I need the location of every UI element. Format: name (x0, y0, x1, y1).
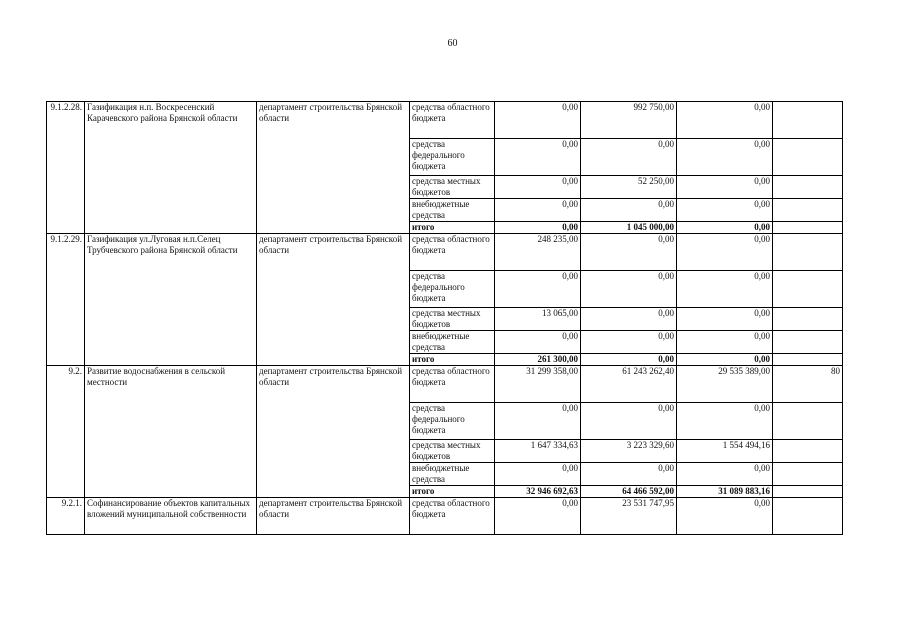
value-cell-v1: 0,00 (495, 102, 581, 139)
code-cell: 9.1.2.28. (47, 102, 85, 234)
dept-cell: департамент строительства Брянской области (257, 366, 410, 498)
value-cell-v4 (773, 176, 843, 199)
source-cell: средства местных бюджетов (410, 176, 495, 199)
value-cell-v3: 0,00 (677, 139, 773, 176)
code-cell: 9.2. (47, 366, 85, 498)
value-cell-v2: 61 243 262,40 (581, 366, 677, 403)
value-cell-v1: 0,00 (495, 463, 581, 486)
page-number: 60 (447, 38, 458, 49)
value-cell-v4 (773, 234, 843, 271)
value-cell-v1: 248 235,00 (495, 234, 581, 271)
source-cell: средства областного бюджета (410, 366, 495, 403)
value-cell-v4 (773, 331, 843, 354)
value-cell-v3: 0,00 (677, 403, 773, 440)
value-cell-v4 (773, 354, 843, 366)
name-cell: Софинансирование объектов капитальных вложений муниципальной собственности (85, 498, 257, 535)
value-cell-v2: 992 750,00 (581, 102, 677, 139)
code-cell: 9.2.1. (47, 498, 85, 535)
source-cell: средства федерального бюджета (410, 403, 495, 440)
value-cell-v1: 0,00 (495, 199, 581, 222)
value-cell-v3: 31 089 883,16 (677, 486, 773, 498)
value-cell-v2: 0,00 (581, 403, 677, 440)
value-cell-v1: 31 299 358,00 (495, 366, 581, 403)
value-cell-v1: 13 065,00 (495, 308, 581, 331)
table-row (47, 366, 843, 403)
value-cell-v2: 23 531 747,95 (581, 498, 677, 535)
name-cell: Газификация ул.Луговая н.п.Селец Трубчевского района Брянской области (85, 234, 257, 366)
value-cell-v4 (773, 486, 843, 498)
value-cell-v2: 0,00 (581, 308, 677, 331)
dept-cell: департамент строительства Брянской области (257, 102, 410, 234)
source-cell: средства областного бюджета (410, 498, 495, 535)
source-cell: внебюджетные средства (410, 463, 495, 486)
value-cell-v2: 0,00 (581, 463, 677, 486)
source-cell: итого (410, 354, 495, 366)
value-cell-v1: 0,00 (495, 139, 581, 176)
value-cell-v3: 0,00 (677, 354, 773, 366)
value-cell-v4 (773, 222, 843, 234)
value-cell-v3: 0,00 (677, 234, 773, 271)
source-cell: средства областного бюджета (410, 234, 495, 271)
source-cell: средства федерального бюджета (410, 271, 495, 308)
source-cell: внебюджетные средства (410, 199, 495, 222)
name-cell: Газификация н.п. Воскресенский Карачевского района Брянской области (85, 102, 257, 234)
value-cell-v4 (773, 498, 843, 535)
value-cell-v1: 0,00 (495, 176, 581, 199)
dept-cell: департамент строительства Брянской области (257, 498, 410, 535)
budget-table (46, 101, 843, 535)
value-cell-v4 (773, 440, 843, 463)
value-cell-v1: 32 946 692,63 (495, 486, 581, 498)
value-cell-v3: 0,00 (677, 308, 773, 331)
value-cell-v3: 0,00 (677, 331, 773, 354)
value-cell-v3: 29 535 389,00 (677, 366, 773, 403)
value-cell-v3: 0,00 (677, 102, 773, 139)
value-cell-v4 (773, 463, 843, 486)
value-cell-v2: 1 045 000,00 (581, 222, 677, 234)
value-cell-v1: 261 300,00 (495, 354, 581, 366)
source-cell: средства местных бюджетов (410, 440, 495, 463)
value-cell-v2: 0,00 (581, 271, 677, 308)
value-cell-v2: 64 466 592,00 (581, 486, 677, 498)
value-cell-v1: 0,00 (495, 271, 581, 308)
source-cell: средства федерального бюджета (410, 139, 495, 176)
table-row (47, 102, 843, 139)
value-cell-v1: 0,00 (495, 222, 581, 234)
source-cell: внебюджетные средства (410, 331, 495, 354)
code-cell: 9.1.2.29. (47, 234, 85, 366)
value-cell-v2: 0,00 (581, 234, 677, 271)
value-cell-v2: 0,00 (581, 139, 677, 176)
value-cell-v2: 52 250,00 (581, 176, 677, 199)
source-cell: средства местных бюджетов (410, 308, 495, 331)
dept-cell: департамент строительства Брянской области (257, 234, 410, 366)
table-row (47, 498, 843, 535)
value-cell-v2: 0,00 (581, 354, 677, 366)
value-cell-v2: 0,00 (581, 199, 677, 222)
source-cell: итого (410, 486, 495, 498)
value-cell-v1: 0,00 (495, 403, 581, 440)
value-cell-v4 (773, 102, 843, 139)
value-cell-v4 (773, 139, 843, 176)
value-cell-v1: 0,00 (495, 498, 581, 535)
value-cell-v1: 1 647 334,63 (495, 440, 581, 463)
name-cell: Развитие водоснабжения в сельской местности (85, 366, 257, 498)
source-cell: средства областного бюджета (410, 102, 495, 139)
value-cell-v4 (773, 403, 843, 440)
value-cell-v4 (773, 271, 843, 308)
value-cell-v3: 0,00 (677, 498, 773, 535)
value-cell-v3: 0,00 (677, 176, 773, 199)
value-cell-v3: 0,00 (677, 199, 773, 222)
value-cell-v4 (773, 308, 843, 331)
value-cell-v1: 0,00 (495, 331, 581, 354)
value-cell-v4 (773, 199, 843, 222)
value-cell-v3: 0,00 (677, 271, 773, 308)
value-cell-v4: 80 (773, 366, 843, 403)
source-cell: итого (410, 222, 495, 234)
value-cell-v2: 0,00 (581, 331, 677, 354)
value-cell-v3: 0,00 (677, 222, 773, 234)
value-cell-v3: 1 554 494,16 (677, 440, 773, 463)
value-cell-v2: 3 223 329,60 (581, 440, 677, 463)
value-cell-v3: 0,00 (677, 463, 773, 486)
table-row (47, 234, 843, 271)
